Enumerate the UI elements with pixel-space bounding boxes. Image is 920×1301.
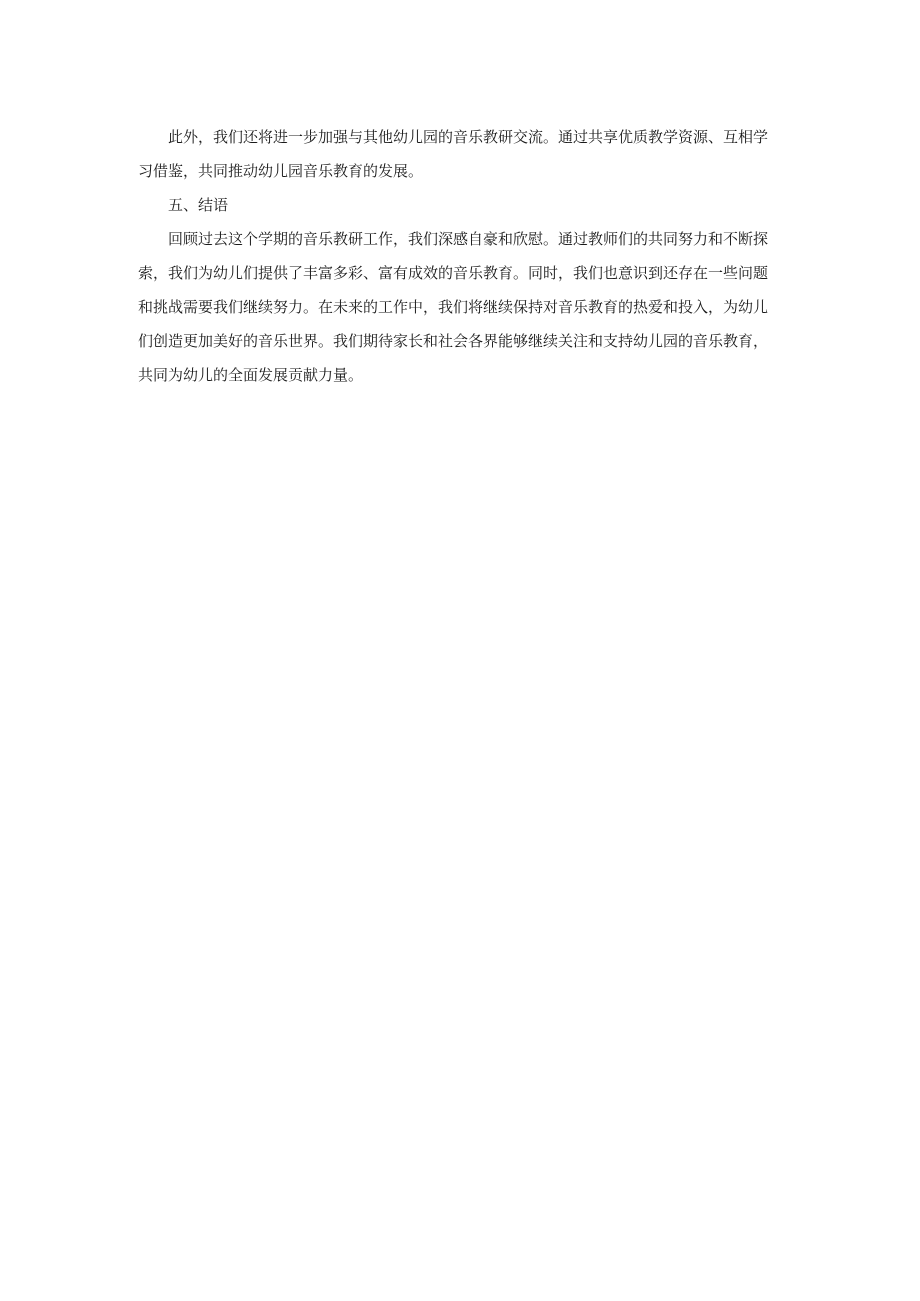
paragraph-conclusion [138,222,800,392]
paragraph-line: 习借鉴，共同推动幼儿园音乐教育的发展。 [138,162,424,180]
paragraph-line: 们创造更加美好的音乐世界。我们期待家长和社会各界能够继续关注和支持幼儿园的音乐教育， [138,332,769,350]
paragraph-line: 和挑战需要我们继续努力。在未来的工作中，我们将继续保持对音乐教育的热爱和投入，为幼儿 [138,298,769,316]
paragraph-line: 索，我们为幼儿们提供了丰富多彩、富有成效的音乐教育。同时，我们也意识到还存在一些问题 [138,264,769,282]
paragraph-line: 共同为幼儿的全面发展贡献力量。 [138,366,364,384]
section-heading: 五、结语 [168,196,229,214]
paragraph-line: 回顾过去这个学期的音乐教研工作，我们深感自豪和欣慰。通过教师们的共同努力和不断探 [168,230,769,248]
paragraph-line: 此外，我们还将进一步加强与其他幼儿园的音乐教研交流。通过共享优质教学资源、互相学 [168,128,769,146]
document-page [138,120,800,392]
paragraph-exchange [138,120,800,188]
